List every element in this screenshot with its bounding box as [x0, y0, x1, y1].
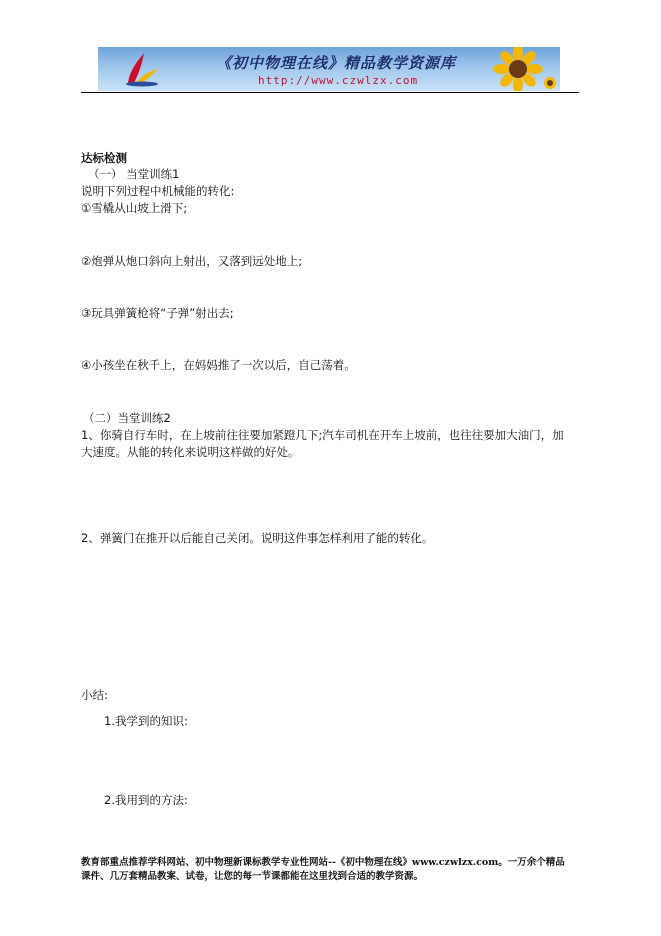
part1-item-2: ②炮弹从炮口斜向上射出，又落到远处地上; [81, 254, 303, 268]
part1-heading: （一） 当堂训练1 [88, 167, 180, 181]
part1-instruction: 说明下列过程中机械能的转化: [81, 184, 235, 198]
banner-url: http://www.czwlzx.com [258, 74, 419, 87]
summary-item-2: 2.我用到的方法: [104, 793, 188, 807]
part2-question-2: 2、弹簧门在推开以后能自己关闭。说明这件事怎样利用了能的转化。 [81, 531, 434, 545]
part2-question-1-line-1: 1、你骑自行车时，在上坡前往往要加紧蹬几下;汽车司机在开车上坡前，也往往要加大油门，加 [81, 428, 564, 442]
part1-item-3: ③玩具弹簧枪将“子弹”射出去; [81, 306, 234, 320]
footer-line-2: 课件、几万套精品教案、试卷，让您的每一节课都能在这里找到合适的教学资源。 [81, 871, 424, 882]
header-divider [81, 92, 579, 93]
section-title: 达标检测 [81, 151, 127, 165]
part2-heading: （二）当堂训练2 [83, 411, 171, 425]
part1-item-1: ①雪橇从山坡上滑下; [81, 201, 188, 215]
header-banner [98, 47, 560, 91]
summary-item-1: 1.我学到的知识: [104, 714, 188, 728]
page-footer [81, 856, 581, 884]
footer-line-1: 教育部重点推荐学科网站、初中物理新课标教学专业性网站--《初中物理在线》www.czwlzx.com。一万余个精品 [81, 857, 565, 868]
part1-item-4: ④小孩坐在秋千上，在妈妈推了一次以后，自己荡着。 [81, 358, 356, 372]
part2-question-1-line-2: 大速度。从能的转化来说明这样做的好处。 [81, 445, 300, 459]
sunflower-icon [478, 47, 560, 91]
summary-label: 小结: [81, 688, 108, 702]
site-logo-icon [122, 51, 162, 87]
banner-title: 《初中物理在线》精品教学资源库 [216, 54, 457, 72]
